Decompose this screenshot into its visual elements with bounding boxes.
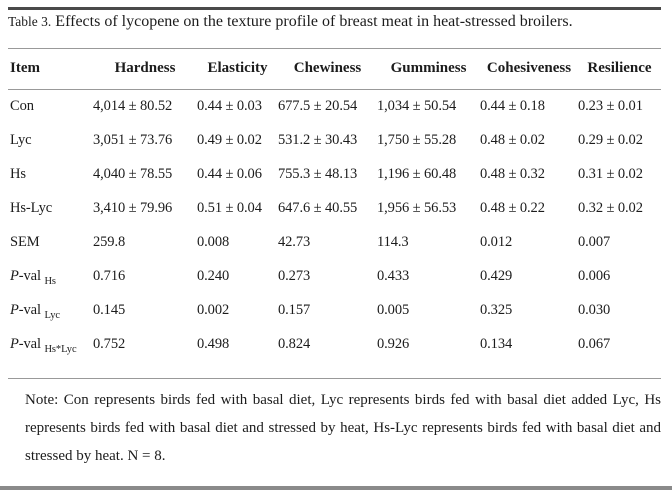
- column-header-hardness: Hardness: [93, 49, 197, 89]
- cell-value: 0.824: [278, 335, 311, 352]
- column-header-cohesiveness: Cohesiveness: [480, 49, 578, 89]
- cell-value: 0.926: [377, 335, 410, 352]
- cell-value: 0.157: [278, 301, 311, 318]
- cell-value: 0.716: [93, 267, 126, 284]
- cell-value: 3,410 ± 79.96: [93, 199, 173, 216]
- table-row: [8, 191, 661, 225]
- cell-value: 0.31 ± 0.02: [578, 165, 643, 182]
- cell-value: 0.006: [578, 267, 611, 284]
- cell-value: 0.429: [480, 267, 513, 284]
- table-row: [8, 225, 661, 259]
- cell-value: 0.752: [93, 335, 126, 352]
- row-label: P-val $_{Hs}$: [10, 267, 56, 287]
- cell-value: 0.030: [578, 301, 611, 318]
- table-row: [8, 327, 661, 361]
- cell-value: 4,014 ± 80.52: [93, 97, 173, 114]
- cell-value: 0.44 ± 0.03: [197, 97, 262, 114]
- cell-value: 647.6 ± 40.55: [278, 199, 358, 216]
- cell-value: 0.433: [377, 267, 410, 284]
- cell-value: 0.32 ± 0.02: [578, 199, 643, 216]
- cell-value: 1,034 ± 50.54: [377, 97, 457, 114]
- cell-value: 0.005: [377, 301, 410, 318]
- row-label: P-val $_{Hs*Lyc}$: [10, 335, 77, 355]
- cell-value: 0.002: [197, 301, 230, 318]
- row-label: P-val $_{Lyc}$: [10, 301, 60, 321]
- cell-value: 531.2 ± 30.43: [278, 131, 358, 148]
- cell-value: 0.29 ± 0.02: [578, 131, 643, 148]
- table-row: [8, 123, 661, 157]
- cell-value: 4,040 ± 78.55: [93, 165, 173, 182]
- cell-value: 0.48 ± 0.02: [480, 131, 545, 148]
- cell-value: 0.48 ± 0.32: [480, 165, 545, 182]
- table-caption-text: Effects of lycopene on the texture profile of breast meat in heat-stressed broilers.: [51, 13, 573, 30]
- cell-value: 114.3: [377, 233, 409, 250]
- cell-value: 0.49 ± 0.02: [197, 131, 262, 148]
- top-rule: [8, 7, 661, 10]
- column-header-item: Item: [8, 49, 93, 89]
- cell-value: 0.008: [197, 233, 230, 250]
- table-caption: [8, 13, 664, 31]
- table-footer-divider: [8, 378, 661, 379]
- cell-value: 0.012: [480, 233, 513, 250]
- cell-value: 0.44 ± 0.06: [197, 165, 262, 182]
- results-table: [8, 49, 661, 361]
- row-label: SEM: [10, 233, 40, 250]
- cell-value: 0.007: [578, 233, 611, 250]
- cell-value: 0.51 ± 0.04: [197, 199, 262, 216]
- cell-value: 1,956 ± 56.53: [377, 199, 457, 216]
- cell-value: 0.067: [578, 335, 611, 352]
- table-note: Note: Con represents birds fed with basal diet, Lyc represents birds fed with basal diet added Lyc, Hs represents birds fed with basal diet and stressed by heat, Hs-Lyc represents birds fed with basal diet and stressed by heat. N = 8.: [25, 392, 661, 464]
- cell-value: 0.498: [197, 335, 230, 352]
- column-header-elasticity: Elasticity: [197, 49, 278, 89]
- row-label: Con: [10, 97, 34, 114]
- cell-value: 0.134: [480, 335, 513, 352]
- cell-value: 42.73: [278, 233, 311, 250]
- row-label: Lyc: [10, 131, 32, 148]
- cell-value: 0.145: [93, 301, 126, 318]
- row-label-subscript: Hs: [44, 275, 56, 287]
- bottom-rule: [0, 486, 672, 490]
- table-row: [8, 259, 661, 293]
- cell-value: 1,750 ± 55.28: [377, 131, 457, 148]
- row-label: Hs: [10, 165, 26, 182]
- table-row: [8, 293, 661, 327]
- column-header-resilience: Resilience: [578, 49, 661, 89]
- header-row: [8, 49, 661, 89]
- cell-value: 3,051 ± 73.76: [93, 131, 173, 148]
- cell-value: 0.273: [278, 267, 311, 284]
- column-header-gumminess: Gumminess: [377, 49, 480, 89]
- table-row: [8, 89, 661, 123]
- cell-value: 0.44 ± 0.18: [480, 97, 545, 114]
- cell-value: 755.3 ± 48.13: [278, 165, 358, 182]
- cell-value: 259.8: [93, 233, 126, 250]
- row-label-subscript: Hs*Lyc: [44, 343, 77, 355]
- row-label: Hs-Lyc: [10, 199, 53, 216]
- column-header-chewiness: Chewiness: [278, 49, 377, 89]
- cell-value: 0.48 ± 0.22: [480, 199, 545, 216]
- cell-value: 1,196 ± 60.48: [377, 165, 457, 182]
- cell-value: 0.325: [480, 301, 513, 318]
- cell-value: 0.240: [197, 267, 230, 284]
- row-label-subscript: Lyc: [44, 309, 60, 321]
- table-row: [8, 157, 661, 191]
- cell-value: 677.5 ± 20.54: [278, 97, 358, 114]
- cell-value: 0.23 ± 0.01: [578, 97, 643, 114]
- table-caption-label: Table 3.: [8, 14, 52, 29]
